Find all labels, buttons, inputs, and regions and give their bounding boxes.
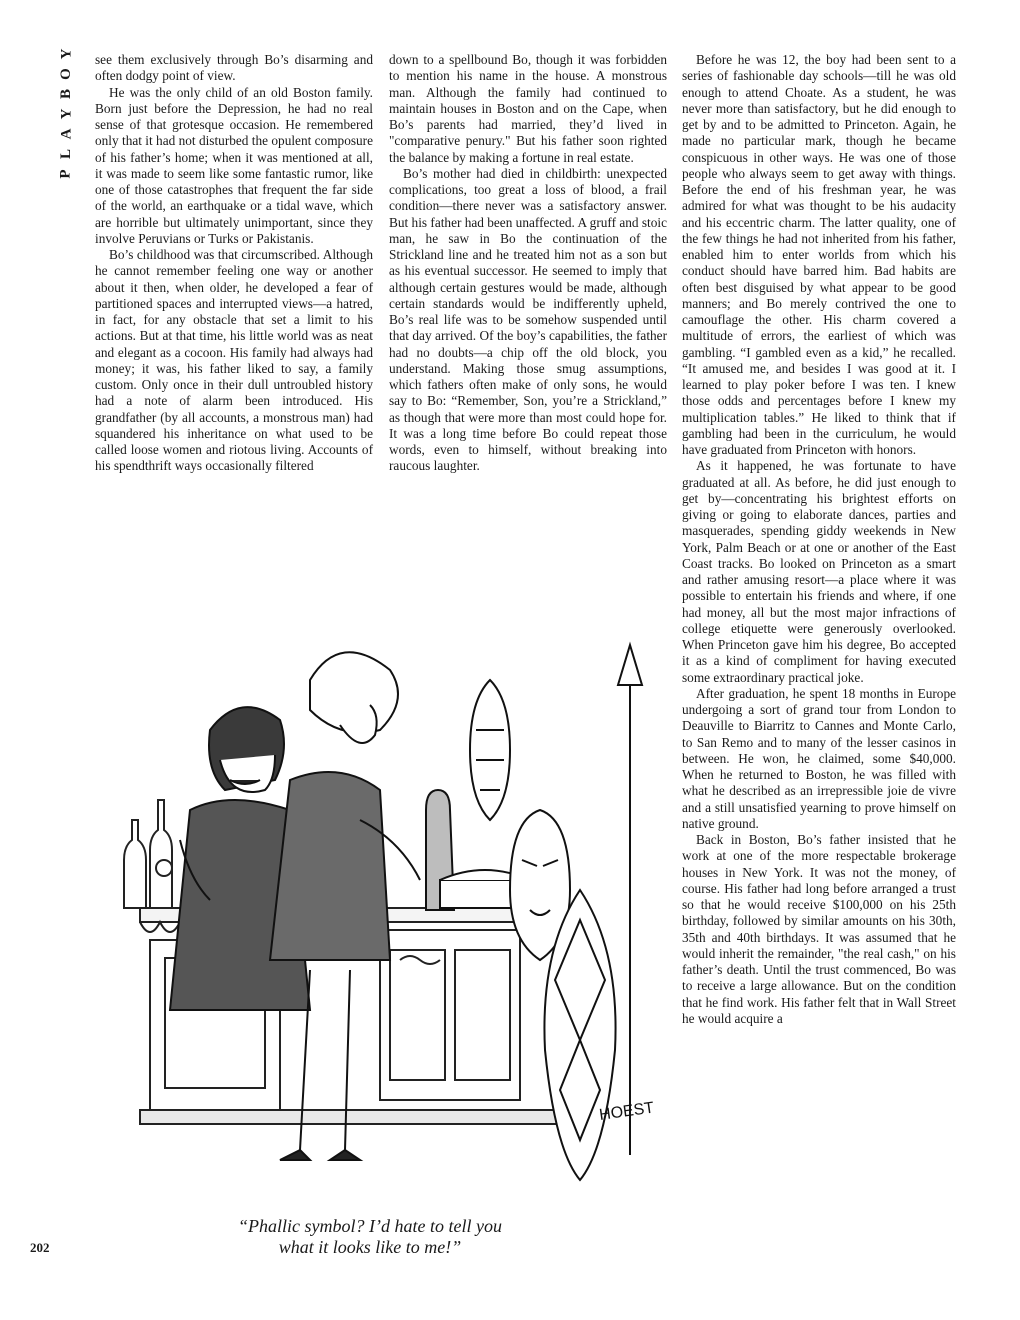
- text-column-2: [389, 52, 667, 475]
- spear: [618, 645, 642, 1155]
- paragraph: As it happened, he was fortunate to have graduated at all. As before, he did just enough to get by—concentrating his brightest efforts on giving or going to elaborate dances, parties and masquerades, spending giddy weekends in New York, Palm Beach or at one or another of the East Coast tracks. Bo looked on Princeton as a smart and rather amusing resort—a place where it was possible to entertain his friends and where, if one had money, all but the most major infractions of college etiquette were generously overlooked. When Princeton gave him his degree, Bo accepted it as a kind of compliment for having executed some extraordinary practical joke.: [682, 458, 956, 685]
- masthead-letter: B: [57, 88, 74, 100]
- paragraph: see them exclusively through Bo’s disarming and often dodgy point of view.: [95, 52, 373, 84]
- masthead-letter: P: [57, 169, 74, 179]
- playboy-masthead: [54, 44, 78, 204]
- paragraph: Bo’s mother had died in childbirth: unexpected complications, too great a loss of blood, a frail condition—there never was a satisfactory answer. But his father had been unaffected. A gruff and stoic man, he saw in Bo the continuation of the Strickland line and he treated him not as a son but as his eventual successor. He seemed to imply that although certain gestures would be made, although certain standards would be indifferently upheld, Bo’s real life was to be somehow suspended until that day arrived. Of the boy’s capabilities, the father had no doubts—a chip off the old block, you understand. Making those smug assumptions, which fathers often make of only sons, he would say to Bo: “Remember, Son, you’re a Strickland,” as though that were more than most could hope for. It was a long time before Bo could repeat those words, even to himself, without breaking into raucous laughter.: [389, 165, 667, 474]
- masthead-letter: Y: [58, 108, 74, 120]
- masthead-letter: Y: [58, 48, 74, 60]
- masthead-letter: A: [58, 128, 74, 140]
- caption-line: “Phallic symbol? I’d hate to tell you: [238, 1216, 502, 1236]
- artist-signature: HOEST: [598, 1099, 656, 1124]
- paragraph: Before he was 12, the boy had been sent to a series of fashionable day schools—till he was old enough to attend Choate. As a student, he was never more than satisfactory, but he did enough to get by and to be admitted to Princeton. Again, he made no particular mark, though he became conspicuous in other ways. He was one of those people who always seem to get away with things. Before the end of his freshman year, he was admired for what was thought to be his audacity and his eccentric charm. The latter quality, one of the few things he had not inherited from his father, enabled him to enter worlds from which his conduct should have barred him. Bad habits are often best disguised by what appear to be good manners; and Bo merely contrived the one to camouflage the other. His charm covered a multitude of errors, the earliest of which was gambling. “I gambled even as a kid,” he recalled. “It amused me, and besides I was good at it. I learned to play poker before I was ten. I knew those odds and percentages before I knew my multiplication tables.” He liked to think that if gambling had been in the curriculum, he would have graduated from Princeton with honors.: [682, 52, 956, 457]
- text-column-1: [95, 52, 373, 475]
- paragraph: down to a spellbound Bo, though it was forbidden to mention his name in the house. A monstrous man. Although the family had continued to maintain houses in Boston and on the Cape, when Bo’s parents had married, they’d lived in "comparative penury." But his father soon righted the balance by making a fortune in real estate.: [389, 52, 667, 165]
- paragraph: After graduation, he spent 18 months in Europe undergoing a sort of grand tour from London to Deauville to Biarritz to Cannes and Monte Carlo, to San Remo and to many of the lesser casinos in between. He won, he claimed, some $40,000. When he returned to Boston, he was filled with what he described as an irrepressible joie de vivre and a still unsatisfied yearning to prove himself on native ground.: [682, 685, 956, 831]
- text-column-3: [682, 52, 956, 1027]
- cartoon-illustration: [110, 640, 670, 1210]
- woman-figure: [270, 652, 420, 1160]
- hanging-mask: [470, 680, 510, 820]
- paragraph: Bo’s childhood was that circumscribed. Although he cannot remember feeling one way or another about it then, when older, he developed a fear of partitioned spaces and interrupted views—a hatred, in fact, for any obstacle that set a limit to his actions. But at that time, his little world was as neat and elegant as a cocoon. His family had always had money; it was, his father liked to say, a family custom. Only once in their dull untroubled history had a note of alarm been introduced. His grandfather (by all accounts, a monstrous man) had squandered his inheritance on what used to be called loose women and riotous living. Accounts of his spendthrift ways occasionally filtered: [95, 247, 373, 474]
- page-number: 202: [30, 1240, 50, 1255]
- masthead-letter: L: [57, 148, 74, 160]
- masthead-letter: O: [57, 68, 74, 80]
- caption-line: what it looks like to me!”: [278, 1237, 462, 1257]
- paragraph: Back in Boston, Bo’s father insisted that he work at one of the more respectable brokerage houses in New York. It was not the money, of course. His father had long before arranged a trust so that he would receive $100,000 on his 25th birthday, followed by similar amounts on his 30th, 35th and 40th birthdays. It was assumed that he would inherit the remainder, "the real cash," on his father’s death. Until the trust commenced, Bo was to receive a large allowance. But on the condition that he find work. His father felt that in Wall Street he would acquire a: [682, 832, 956, 1026]
- cartoon-caption: [200, 1216, 540, 1258]
- paragraph: He was the only child of an old Boston family. Born just before the Depression, he had no real sense of that grotesque occasion. He remembered only that it had not disturbed the opulent composure of his father’s home; when it was mentioned at all, it was made to seem like some fantastic rumor, like one of those catastrophes that frequent the far side of the world, an earthquake or a tidal wave, which are horrible but ultimately unimportant, since they involve Peruvians or Turks or Pakistanis.: [95, 84, 373, 246]
